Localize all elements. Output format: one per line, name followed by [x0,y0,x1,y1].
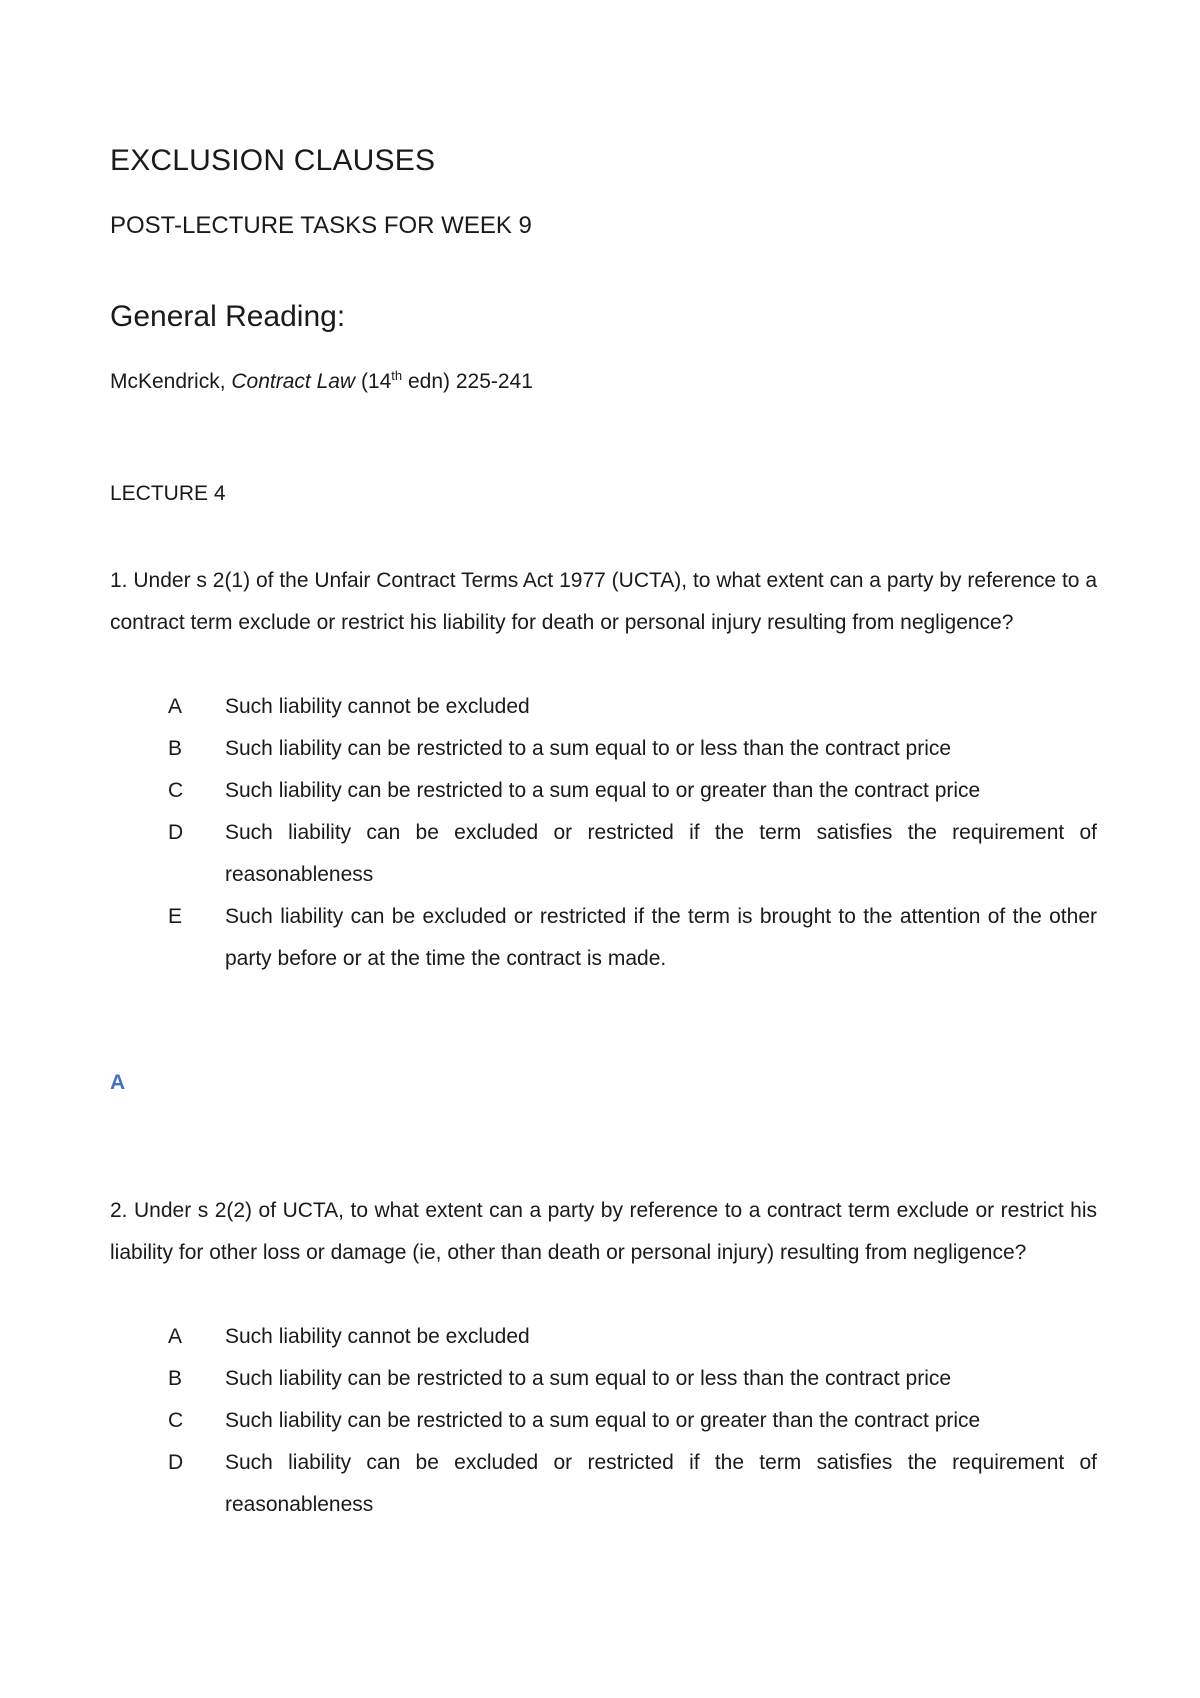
option-list-item [110,1316,1097,1358]
question-1-answer: A [110,1071,126,1094]
option-text: Such liability can be restricted to a sum equal to or less than the contract price [225,737,952,760]
option-text: Such liability can be excluded or restricted if the term is brought to the attention of the other party before or at the time the contract is made. [225,905,1097,970]
option-list-item [110,770,1097,812]
reading-edition-open: (14 [355,370,392,393]
option-text: Such liability cannot be excluded [225,695,530,718]
option-letter: E [168,905,183,928]
option-letter: C [168,1409,184,1432]
option-letter: B [168,737,183,760]
option-letter: A [168,695,183,718]
reading-edition-sup: th [391,368,403,383]
question-2-options [110,1316,1097,1526]
reading-author: McKendrick, [110,370,232,393]
document-title: EXCLUSION CLAUSES [110,144,436,177]
option-text: Such liability cannot be excluded [225,1325,530,1348]
option-list-item [110,1442,1097,1526]
option-letter: D [168,821,184,844]
general-reading-heading: General Reading: [110,300,346,333]
option-text: Such liability can be excluded or restricted if the term satisfies the requirement of reasonableness [225,821,1097,886]
question-2-text: 2. Under s 2(2) of UCTA, to what extent can a party by reference to a contract term exclude or restrict his liability for other loss or damage (ie, other than death or personal injury) resulting from negligence? [110,1199,1097,1264]
option-list-item [110,686,1097,728]
option-letter: D [168,1451,184,1474]
question-1-text: 1. Under s 2(1) of the Unfair Contract Terms Act 1977 (UCTA), to what extent can a party by reference to a contract term exclude or restrict his liability for death or personal injury resulting from negligence? [110,569,1097,634]
option-list-item [110,1358,1097,1400]
option-letter: B [168,1367,183,1390]
reading-reference [110,370,533,394]
option-letter: A [168,1325,183,1348]
option-list-item [110,1400,1097,1442]
reading-book-title: Contract Law [231,370,356,393]
option-list-item [110,728,1097,770]
lecture-label: LECTURE 4 [110,482,226,505]
document-subtitle: POST-LECTURE TASKS FOR WEEK 9 [110,212,532,239]
question-1-options [110,686,1097,980]
option-list-item [110,896,1097,980]
option-text: Such liability can be restricted to a sum equal to or less than the contract price [225,1367,952,1390]
option-text: Such liability can be excluded or restricted if the term satisfies the requirement of reasonableness [225,1451,1097,1516]
option-text: Such liability can be restricted to a sum equal to or greater than the contract price [225,779,981,802]
option-text: Such liability can be restricted to a sum equal to or greater than the contract price [225,1409,981,1432]
option-letter: C [168,779,184,802]
reading-edition-close: edn) 225-241 [402,370,533,393]
option-list-item [110,812,1097,896]
